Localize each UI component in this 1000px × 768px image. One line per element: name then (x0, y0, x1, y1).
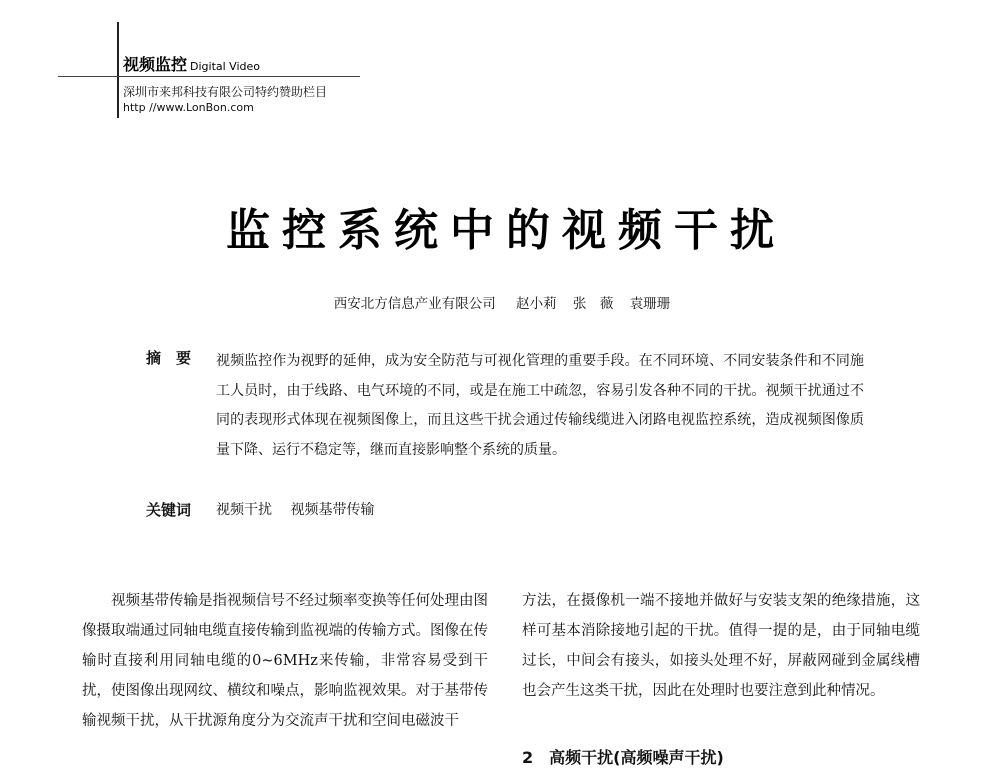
abstract-label: 摘 要 (146, 349, 192, 367)
author-line (0, 292, 1000, 312)
website-url: http //www.LonBon.com (123, 101, 254, 114)
column-name (123, 52, 260, 75)
abstract-text: 视频监控作为视野的延伸，成为安全防范与可视化管理的重要手段。在不同环境、不同安装条件和不同施工人员时，由于线路、电气环境的不同，或是在施工中疏忽，容易引发各种不同的干扰。视频干扰通过不同的表现形式体现在视频图像上，而且这些干扰会通过传输线缆进入闭路电视监控系统，造成视频图像质量下降、运行不稳定等，继而直接影响整个系统的质量。 (216, 353, 864, 458)
section-heading: 2 高频干扰(高频噪声干扰) (522, 748, 724, 767)
keyword: 视频基带传输 (290, 502, 375, 518)
author-affiliation: 西安北方信息产业有限公司 (333, 296, 496, 312)
body-right-column: 方法，在摄像机一端不接地并做好与安装支架的绝缘措施，这样可基本消除接地引起的干扰。值得一提的是，由于同轴电缆过长，中间会有接头，如接头处理不好，屏蔽网碰到金属线槽也会产生这类干扰，因此在处理时也要注意到此种情况。 (522, 593, 920, 699)
author-name: 赵小莉 (516, 296, 557, 312)
body-left-column: 视频基带传输是指视频信号不经过频率变换等任何处理由图像摄取端通过同轴电缆直接传输到监视端的传输方式。图像在传输时直接利用同轴电缆的0~6MHz来传输，非常容易受到干扰，使图像出现网纹、横纹和噪点，影响监视效果。对于基带传输视频干扰，从干扰源角度分为交流声干扰和空间电磁波干 (82, 593, 488, 729)
column-name-en: Digital Video (190, 60, 261, 73)
article-title: 监控系统中的视频干扰 (226, 205, 786, 256)
sponsor-line: 深圳市来邦科技有限公司特约赞助栏目 (123, 85, 328, 99)
keywords-list (216, 499, 388, 519)
header-vertical-rule (117, 22, 119, 118)
column-name-cn: 视频监控 (123, 55, 188, 74)
author-name: 张 薇 (572, 296, 614, 312)
author-name: 袁珊珊 (629, 296, 671, 312)
keywords-label: 关键词 (146, 501, 192, 519)
header-horizontal-rule (58, 76, 360, 77)
keyword: 视频干扰 (216, 502, 272, 518)
